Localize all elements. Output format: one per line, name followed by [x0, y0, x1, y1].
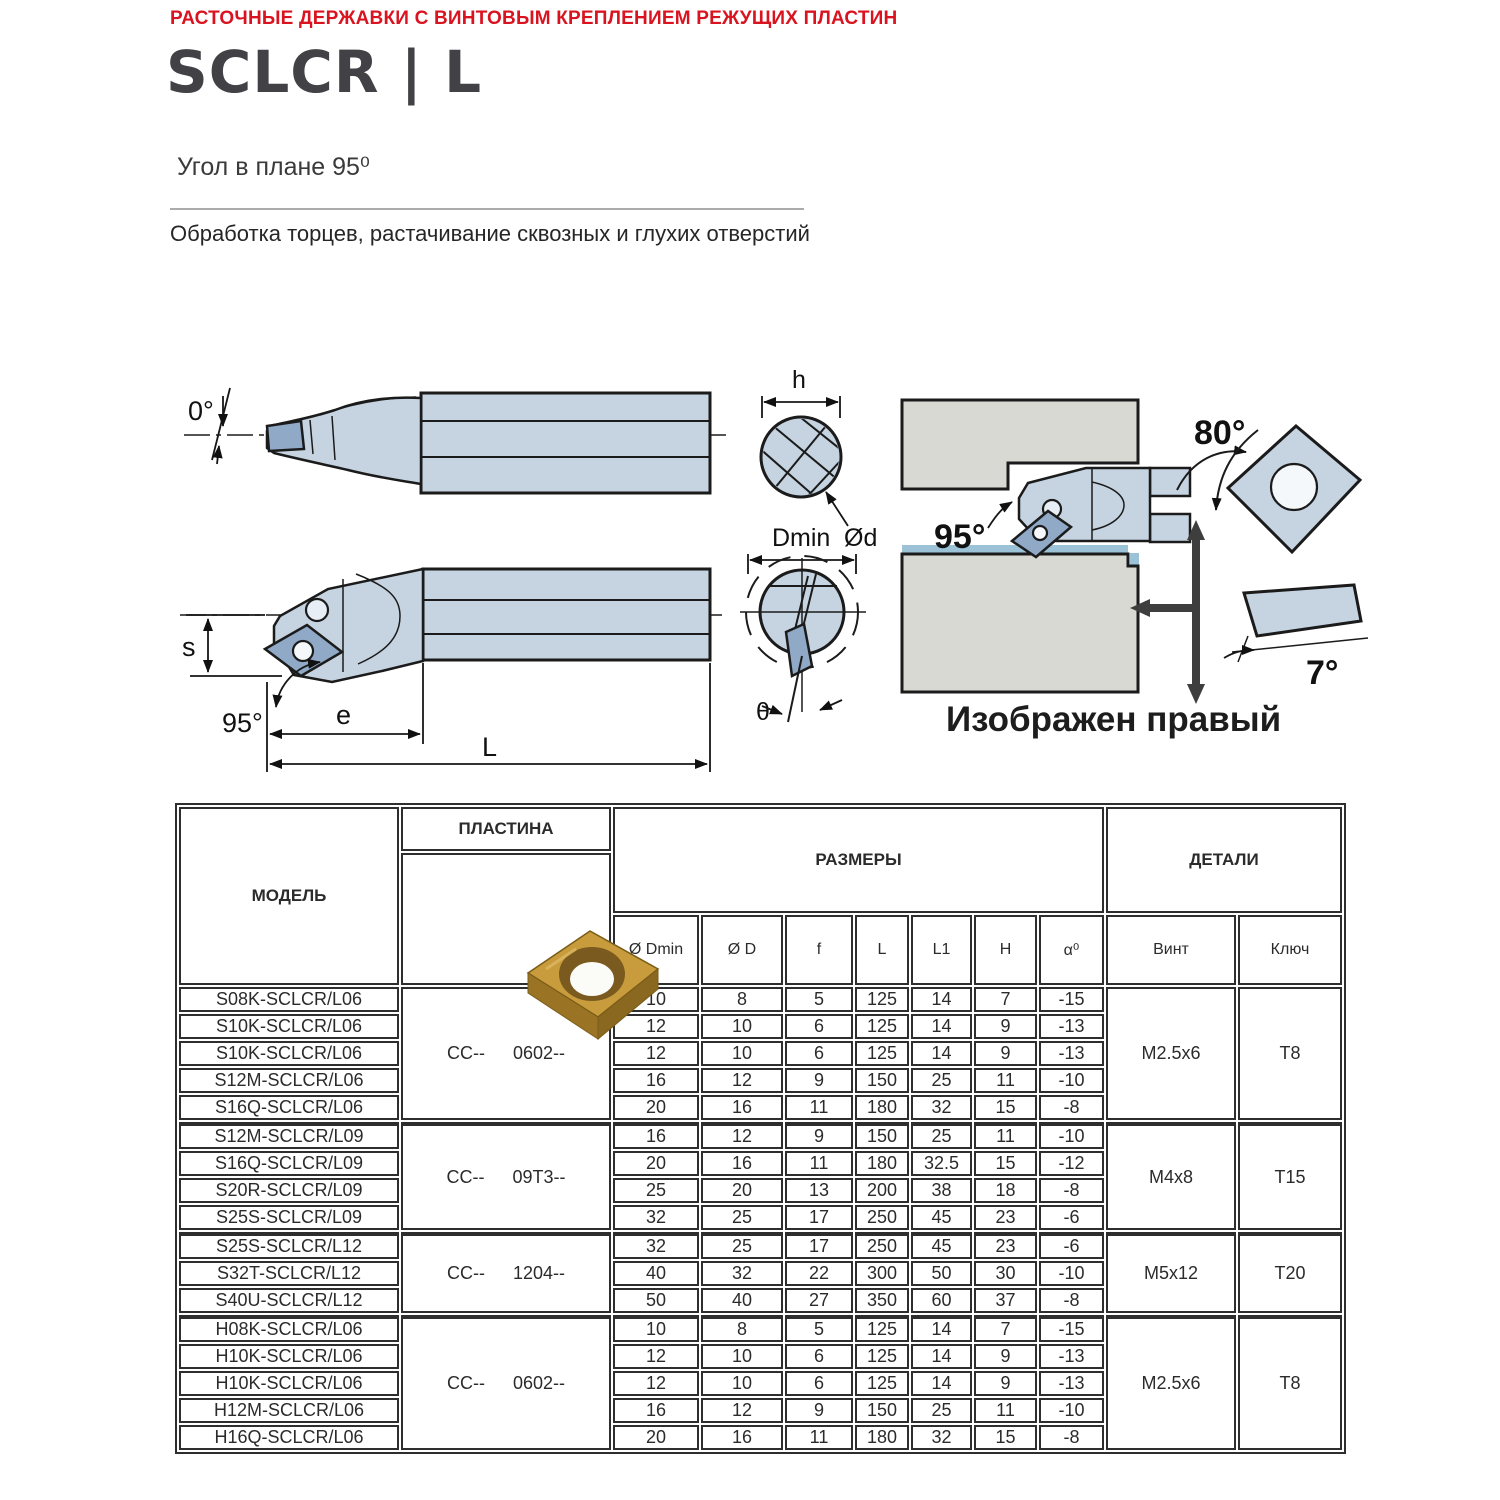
boring-bar-side-view	[180, 569, 727, 772]
col-d: Ø D	[701, 915, 783, 985]
size-value-cell: 16	[701, 1151, 783, 1176]
spec-table-body	[179, 987, 1342, 1450]
screw-cell: M4x8	[1106, 1122, 1236, 1230]
size-value-cell: 25	[701, 1205, 783, 1230]
size-value-cell: 5	[785, 1315, 853, 1342]
screw-cell: M2.5x6	[1106, 1315, 1236, 1450]
col-l: L	[855, 915, 909, 985]
size-value-cell: 16	[613, 1122, 699, 1149]
spec-table-wrapper	[175, 803, 1346, 1454]
key-cell: T20	[1238, 1232, 1342, 1313]
size-value-cell: 14	[911, 1371, 972, 1396]
size-value-cell: 6	[785, 1344, 853, 1369]
size-value-cell: 15	[974, 1425, 1037, 1450]
size-value-cell: 250	[855, 1205, 909, 1230]
size-value-cell: 14	[911, 987, 972, 1012]
model-cell: S08K-SCLCR/L06	[179, 987, 399, 1012]
size-value-cell: 38	[911, 1178, 972, 1203]
size-value-cell: 11	[785, 1151, 853, 1176]
model-cell: S25S-SCLCR/L09	[179, 1205, 399, 1230]
size-value-cell: 14	[911, 1041, 972, 1066]
plate-cell	[401, 1122, 611, 1230]
size-value-cell: 9	[974, 1344, 1037, 1369]
size-value-cell: -10	[1039, 1068, 1104, 1093]
size-value-cell: 250	[855, 1232, 909, 1259]
model-cell: S12M-SCLCR/L06	[179, 1068, 399, 1093]
size-value-cell: 45	[911, 1205, 972, 1230]
size-value-cell: 5	[785, 987, 853, 1012]
plate-code: 0602--	[512, 1043, 566, 1063]
ccmt-insert-photo	[506, 919, 611, 985]
screw-cell: M5x12	[1106, 1232, 1236, 1313]
size-value-cell: 6	[785, 1371, 853, 1396]
divider	[170, 208, 804, 210]
model-cell: S12M-SCLCR/L09	[179, 1122, 399, 1149]
lead-angle-label: 95°	[222, 708, 263, 738]
size-value-cell: -15	[1039, 1315, 1104, 1342]
size-value-cell: 16	[701, 1425, 783, 1450]
size-value-cell: 125	[855, 987, 909, 1012]
size-value-cell: 10	[701, 1344, 783, 1369]
model-cell: H10K-SCLCR/L06	[179, 1344, 399, 1369]
clamp-screw	[306, 599, 328, 621]
size-value-cell: 32	[613, 1232, 699, 1259]
size-value-cell: 50	[911, 1261, 972, 1286]
insert-hole	[293, 641, 313, 661]
model-cell: S20R-SCLCR/L09	[179, 1178, 399, 1203]
size-value-cell: 13	[785, 1178, 853, 1203]
plate-code: 0602--	[512, 1373, 566, 1393]
size-value-cell: 12	[613, 1344, 699, 1369]
plate-code: 09T3--	[512, 1166, 566, 1187]
lead-angle-note: Угол в плане 95⁰	[177, 153, 370, 181]
size-value-cell: 11	[785, 1425, 853, 1450]
boring-bar-top-view	[184, 388, 727, 493]
size-value-cell: 45	[911, 1232, 972, 1259]
size-value-cell: 25	[911, 1068, 972, 1093]
table-row	[179, 987, 1342, 1012]
size-value-cell: 14	[911, 1315, 972, 1342]
size-value-cell: 14	[911, 1344, 972, 1369]
rake-angle-label: 0°	[188, 396, 214, 426]
size-value-cell: 12	[701, 1398, 783, 1423]
size-value-cell: 11	[974, 1068, 1037, 1093]
size-value-cell: -13	[1039, 1014, 1104, 1039]
plate-code: 1204--	[512, 1263, 566, 1283]
size-value-cell: 23	[974, 1232, 1037, 1259]
size-value-cell: 23	[974, 1205, 1037, 1230]
size-value-cell: 9	[785, 1398, 853, 1423]
plate-prefix: CC--	[446, 1166, 485, 1187]
model-cell: S40U-SCLCR/L12	[179, 1288, 399, 1313]
size-value-cell: 18	[974, 1178, 1037, 1203]
size-value-cell: 11	[785, 1095, 853, 1120]
page-title: SCLCR | L	[166, 38, 483, 106]
size-value-cell: 16	[701, 1095, 783, 1120]
clearance-angle-label: 7°	[1306, 654, 1339, 692]
size-value-cell: -15	[1039, 987, 1104, 1012]
s-dimension-label: s	[182, 632, 196, 662]
size-value-cell: 9	[785, 1068, 853, 1093]
size-value-cell: 17	[785, 1232, 853, 1259]
size-value-cell: 12	[701, 1122, 783, 1149]
size-value-cell: 12	[613, 1041, 699, 1066]
size-value-cell: -12	[1039, 1151, 1104, 1176]
size-value-cell: -13	[1039, 1344, 1104, 1369]
col-f: f	[785, 915, 853, 985]
size-value-cell: 10	[613, 1315, 699, 1342]
size-value-cell: 50	[613, 1288, 699, 1313]
size-value-cell: 17	[785, 1205, 853, 1230]
size-value-cell: 125	[855, 1041, 909, 1066]
col-header-details: ДЕТАЛИ	[1106, 807, 1342, 913]
size-value-cell: -8	[1039, 1178, 1104, 1203]
size-value-cell: -8	[1039, 1095, 1104, 1120]
size-value-cell: 32	[701, 1261, 783, 1286]
size-value-cell: 12	[613, 1014, 699, 1039]
col-header-plate: ПЛАСТИНА	[401, 807, 611, 851]
table-row	[179, 1122, 1342, 1149]
size-value-cell: 180	[855, 1095, 909, 1120]
cutting-insert	[267, 421, 304, 451]
spec-table	[175, 803, 1346, 1454]
model-cell: S16Q-SCLCR/L09	[179, 1151, 399, 1176]
model-cell: H10K-SCLCR/L06	[179, 1371, 399, 1396]
col-h: H	[974, 915, 1037, 985]
size-value-cell: 8	[701, 987, 783, 1012]
size-value-cell: 25	[911, 1122, 972, 1149]
size-value-cell: 7	[974, 987, 1037, 1012]
insert-clearance-view	[1224, 585, 1368, 692]
lead-angle-right-label: 95°	[934, 518, 986, 556]
size-value-cell: 20	[613, 1425, 699, 1450]
size-value-cell: 8	[701, 1315, 783, 1342]
size-value-cell: 10	[701, 1041, 783, 1066]
size-value-cell: 60	[911, 1288, 972, 1313]
model-cell: H08K-SCLCR/L06	[179, 1315, 399, 1342]
size-value-cell: 20	[613, 1151, 699, 1176]
size-value-cell: -6	[1039, 1232, 1104, 1259]
min-bore-section-view	[740, 524, 866, 726]
size-value-cell: 9	[974, 1014, 1037, 1039]
size-value-cell: 27	[785, 1288, 853, 1313]
e-dimension-label: e	[336, 700, 352, 730]
size-value-cell: -13	[1039, 1041, 1104, 1066]
boring-bar-drawing-left	[170, 360, 740, 780]
size-value-cell: -10	[1039, 1122, 1104, 1149]
size-value-cell: 12	[613, 1371, 699, 1396]
size-value-cell: 16	[613, 1398, 699, 1423]
plate-prefix: CC--	[446, 1373, 485, 1393]
size-value-cell: 32.5	[911, 1151, 972, 1176]
plate-prefix: CC--	[446, 1043, 485, 1063]
dmin-label: Dmin	[772, 524, 831, 552]
size-value-cell: 10	[613, 987, 699, 1012]
insert-side	[1244, 585, 1361, 636]
size-value-cell: 150	[855, 1068, 909, 1093]
size-value-cell: 15	[974, 1095, 1037, 1120]
size-value-cell: 125	[855, 1014, 909, 1039]
size-value-cell: 150	[855, 1398, 909, 1423]
size-value-cell: 9	[785, 1122, 853, 1149]
col-dmin: Ø Dmin	[613, 915, 699, 985]
key-cell: T15	[1238, 1122, 1342, 1230]
size-value-cell: 30	[974, 1261, 1037, 1286]
size-value-cell: 180	[855, 1151, 909, 1176]
size-value-cell: 7	[974, 1315, 1037, 1342]
plate-cell	[401, 1315, 611, 1450]
size-value-cell: 20	[613, 1095, 699, 1120]
drawing-caption: Изображен правый	[946, 700, 1282, 739]
size-value-cell: 14	[911, 1014, 972, 1039]
workpiece-lower-block	[902, 554, 1138, 692]
model-cell: S10K-SCLCR/L06	[179, 1041, 399, 1066]
plate-cell	[401, 1232, 611, 1313]
model-cell: H12M-SCLCR/L06	[179, 1398, 399, 1423]
shank-diameter-label: Ød	[844, 524, 878, 552]
size-value-cell: 9	[974, 1041, 1037, 1066]
size-value-cell: 6	[785, 1014, 853, 1039]
size-value-cell: 150	[855, 1122, 909, 1149]
col-key: Ключ	[1238, 915, 1342, 985]
size-value-cell: -8	[1039, 1288, 1104, 1313]
size-value-cell: 125	[855, 1371, 909, 1396]
size-value-cell: 11	[974, 1398, 1037, 1423]
size-value-cell: 32	[911, 1425, 972, 1450]
size-value-cell: 25	[701, 1232, 783, 1259]
insert-geometry-view	[1177, 414, 1360, 552]
size-value-cell: 32	[911, 1095, 972, 1120]
plate-prefix: CC--	[446, 1263, 485, 1283]
size-value-cell: 10	[701, 1014, 783, 1039]
size-value-cell: 37	[974, 1288, 1037, 1313]
size-value-cell: 180	[855, 1425, 909, 1450]
theta-angle-label: θ	[756, 698, 770, 726]
col-l1: L1	[911, 915, 972, 985]
model-cell: S16Q-SCLCR/L06	[179, 1095, 399, 1120]
application-description: Обработка торцев, растачивание сквозных и глухих отверстий	[170, 221, 810, 246]
l-dimension-label: L	[482, 732, 498, 762]
size-value-cell: 32	[613, 1205, 699, 1230]
col-alpha: α⁰	[1039, 915, 1104, 985]
size-value-cell: 40	[613, 1261, 699, 1286]
size-value-cell: -13	[1039, 1371, 1104, 1396]
model-cell: S32T-SCLCR/L12	[179, 1261, 399, 1286]
size-value-cell: -6	[1039, 1205, 1104, 1230]
size-value-cell: 10	[701, 1371, 783, 1396]
model-cell: S25S-SCLCR/L12	[179, 1232, 399, 1259]
size-value-cell: 350	[855, 1288, 909, 1313]
category-eyebrow: РАСТОЧНЫЕ ДЕРЖАВКИ С ВИНТОВЫМ КРЕПЛЕНИЕМ РЕЖУЩИХ ПЛАСТИН	[170, 8, 898, 29]
screw-cell: M2.5x6	[1106, 987, 1236, 1120]
size-value-cell: 9	[974, 1371, 1037, 1396]
size-value-cell: 300	[855, 1261, 909, 1286]
col-header-sizes: РАЗМЕРЫ	[613, 807, 1104, 913]
size-value-cell: 125	[855, 1344, 909, 1369]
size-value-cell: 40	[701, 1288, 783, 1313]
size-value-cell: 25	[613, 1178, 699, 1203]
size-value-cell: 16	[613, 1068, 699, 1093]
size-value-cell: -10	[1039, 1398, 1104, 1423]
size-value-cell: 25	[911, 1398, 972, 1423]
size-value-cell: 12	[701, 1068, 783, 1093]
table-row	[179, 1232, 1342, 1259]
key-cell: T8	[1238, 987, 1342, 1120]
h-dimension-label: h	[792, 366, 806, 394]
key-cell: T8	[1238, 1315, 1342, 1450]
size-value-cell: 15	[974, 1151, 1037, 1176]
col-header-model: МОДЕЛЬ	[179, 807, 399, 985]
model-cell: H16Q-SCLCR/L06	[179, 1425, 399, 1450]
size-value-cell: 6	[785, 1041, 853, 1066]
table-row	[179, 1315, 1342, 1342]
insert-angle-label: 80°	[1194, 414, 1246, 452]
workpiece-machining-view	[902, 400, 1205, 704]
size-value-cell: 20	[701, 1178, 783, 1203]
col-screw: Винт	[1106, 915, 1236, 985]
insert-photo-cell	[401, 853, 611, 985]
size-value-cell: 125	[855, 1315, 909, 1342]
model-cell: S10K-SCLCR/L06	[179, 1014, 399, 1039]
size-value-cell: 11	[974, 1122, 1037, 1149]
size-value-cell: 22	[785, 1261, 853, 1286]
size-value-cell: 200	[855, 1178, 909, 1203]
size-value-cell: -10	[1039, 1261, 1104, 1286]
size-value-cell: -8	[1039, 1425, 1104, 1450]
